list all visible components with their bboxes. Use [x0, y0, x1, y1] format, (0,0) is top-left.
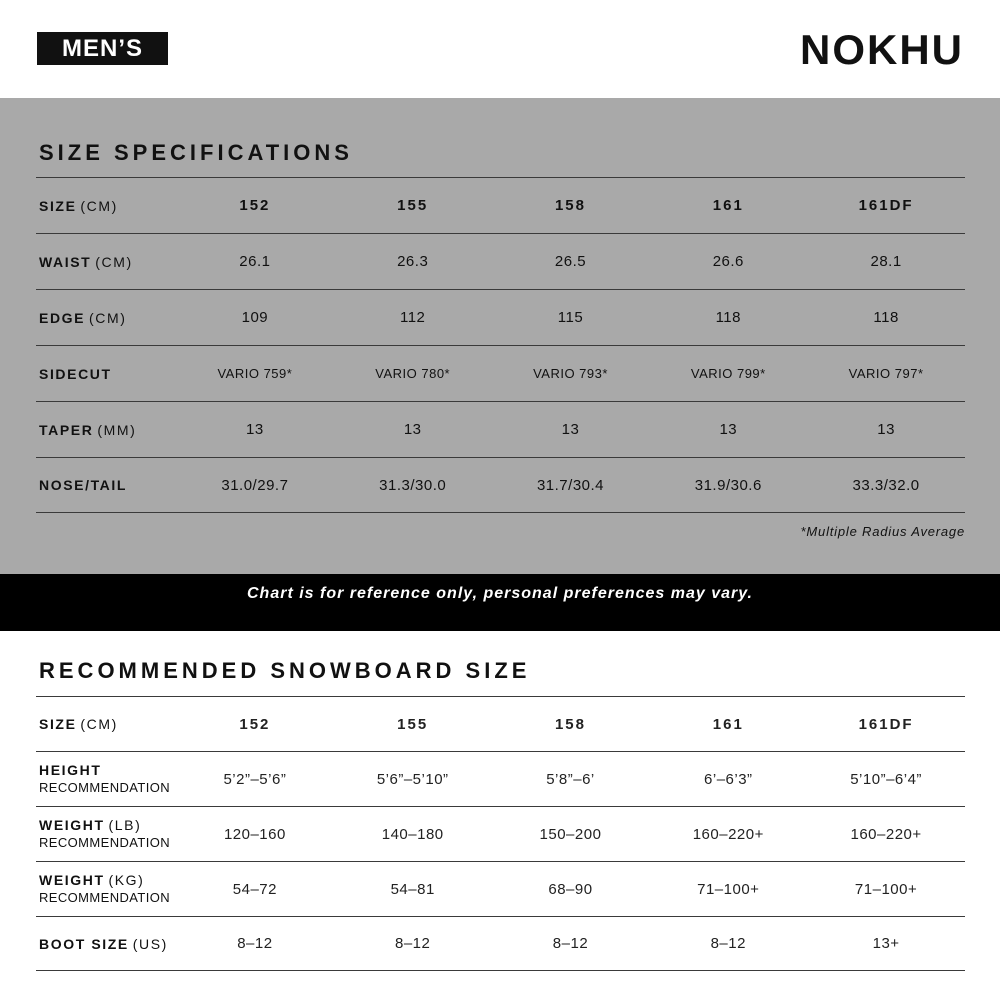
table-row	[36, 177, 965, 233]
table-row	[36, 401, 965, 457]
row-label	[36, 197, 176, 215]
table-cell: 26.5	[554, 253, 587, 270]
row-label-name: TAPER	[39, 421, 94, 438]
table-cell: 158	[554, 715, 586, 733]
row-label	[36, 715, 176, 733]
table-cell: 8–12	[395, 935, 431, 952]
row-label-name: SIZE	[39, 716, 77, 732]
table-row	[36, 289, 965, 345]
table-row	[36, 916, 965, 971]
table-cell: 71–100+	[697, 880, 760, 898]
table-cell: 160–220+	[692, 825, 764, 843]
row-label	[36, 871, 176, 907]
row-label-name: BOOT SIZE	[39, 935, 129, 952]
row-label-unit: (CM)	[80, 197, 118, 214]
table-cell: 8–12	[237, 935, 273, 952]
table-cell: 13	[719, 421, 738, 438]
row-label	[36, 309, 176, 327]
table-cell: 54–72	[232, 880, 277, 898]
table-cell: VARIO 780*	[375, 366, 451, 381]
table-cell: 13	[561, 421, 580, 438]
row-label-name: SIDECUT	[39, 365, 112, 382]
table-cell: 118	[873, 309, 899, 326]
table-cell: 31.0/29.7	[221, 476, 289, 494]
row-label-name: WEIGHT	[39, 872, 105, 888]
table-row	[36, 861, 965, 916]
header	[0, 0, 1000, 98]
table-row	[36, 696, 965, 751]
table-row	[36, 233, 965, 289]
table-cell: VARIO 799*	[690, 366, 766, 381]
row-label	[36, 365, 176, 383]
table-cell: 31.9/30.6	[694, 476, 762, 494]
row-label-name: WAIST	[39, 253, 92, 270]
spec-title: SIZE SPECIFICATIONS	[39, 140, 353, 165]
table-cell: 26.3	[397, 253, 429, 270]
table-cell: 109	[241, 309, 269, 326]
row-label	[36, 476, 176, 494]
table-cell: 31.7/30.4	[536, 476, 605, 494]
row-label-sub: RECOMMENDATION	[39, 780, 171, 795]
table-cell: 6’–6’3”	[704, 770, 753, 788]
table-cell: 152	[239, 197, 271, 214]
table-cell: 8–12	[710, 935, 746, 952]
table-cell: 150–200	[539, 825, 602, 843]
row-label-name: NOSE/TAIL	[39, 477, 128, 493]
table-cell: 155	[397, 197, 429, 214]
row-label-name: WEIGHT	[39, 817, 105, 833]
table-cell: 112	[399, 309, 426, 326]
table-cell: 115	[557, 309, 584, 326]
table-cell: VARIO 797*	[848, 366, 924, 381]
spec-table	[36, 177, 965, 513]
row-label	[36, 253, 176, 271]
table-cell: 68–90	[548, 880, 593, 898]
recommended-size-section	[0, 631, 1000, 1008]
table-cell: 33.3/32.0	[852, 476, 920, 494]
recommended-table	[36, 696, 965, 971]
table-cell: 54–81	[390, 880, 435, 898]
table-cell: 161	[712, 197, 744, 214]
row-label-name: EDGE	[39, 309, 86, 326]
table-cell: 26.6	[712, 253, 744, 270]
category-badge: MEN’S	[37, 32, 168, 65]
row-label-unit: (CM)	[88, 309, 127, 326]
row-label-unit: (CM)	[80, 716, 118, 732]
table-cell: 28.1	[870, 253, 902, 270]
row-label	[36, 935, 176, 953]
row-label-unit: (KG)	[108, 872, 145, 888]
table-cell: 13	[877, 421, 895, 438]
table-cell: 158	[554, 197, 586, 214]
table-cell: 13	[246, 421, 264, 438]
table-row	[36, 345, 965, 401]
row-label	[36, 421, 176, 439]
table-cell: 71–100+	[854, 880, 918, 898]
size-specifications-section	[0, 98, 1000, 574]
row-label-unit: (MM)	[97, 421, 137, 438]
table-row	[36, 806, 965, 861]
table-cell: 160–220+	[850, 825, 922, 843]
table-cell: 5’10”–6’4”	[850, 770, 922, 788]
table-cell: 118	[715, 309, 741, 326]
row-label-name: HEIGHT	[39, 762, 102, 778]
brand-logo: NOKHU	[800, 26, 964, 73]
table-cell: 5’2”–5’6”	[223, 770, 287, 788]
row-label-unit: (US)	[132, 935, 168, 952]
row-label	[36, 761, 176, 797]
table-cell: 26.1	[239, 253, 271, 270]
recommended-title: RECOMMENDED SNOWBOARD SIZE	[39, 658, 531, 683]
row-label	[36, 816, 176, 852]
row-label-unit: (LB)	[108, 817, 142, 833]
table-cell: 8–12	[552, 935, 589, 952]
row-label-sub: RECOMMENDATION	[39, 835, 171, 850]
table-cell: VARIO 759*	[217, 366, 293, 381]
table-cell: 140–180	[381, 825, 444, 843]
row-label-name: SIZE	[39, 197, 77, 214]
row-label-sub: RECOMMENDATION	[39, 890, 171, 905]
table-row	[36, 457, 965, 513]
table-cell: 155	[397, 715, 429, 733]
table-cell: 161DF	[858, 197, 914, 214]
table-cell: VARIO 793*	[533, 366, 608, 381]
disclaimer-banner: Chart is for reference only, personal preferences may vary.	[0, 574, 1000, 631]
table-cell: 120–160	[223, 825, 286, 843]
table-cell: 5’8”–6’	[546, 770, 595, 788]
table-cell: 152	[239, 715, 271, 733]
table-cell: 5’6”–5’10”	[376, 770, 449, 788]
table-cell: 31.3/30.0	[379, 476, 447, 494]
spec-footnote: *Multiple Radius Average	[800, 524, 965, 539]
row-label-unit: (CM)	[95, 253, 133, 270]
table-cell: 161DF	[858, 715, 914, 733]
table-cell: 13	[403, 421, 422, 438]
table-cell: 13+	[872, 935, 900, 952]
table-row	[36, 751, 965, 806]
table-cell: 161	[712, 715, 744, 733]
